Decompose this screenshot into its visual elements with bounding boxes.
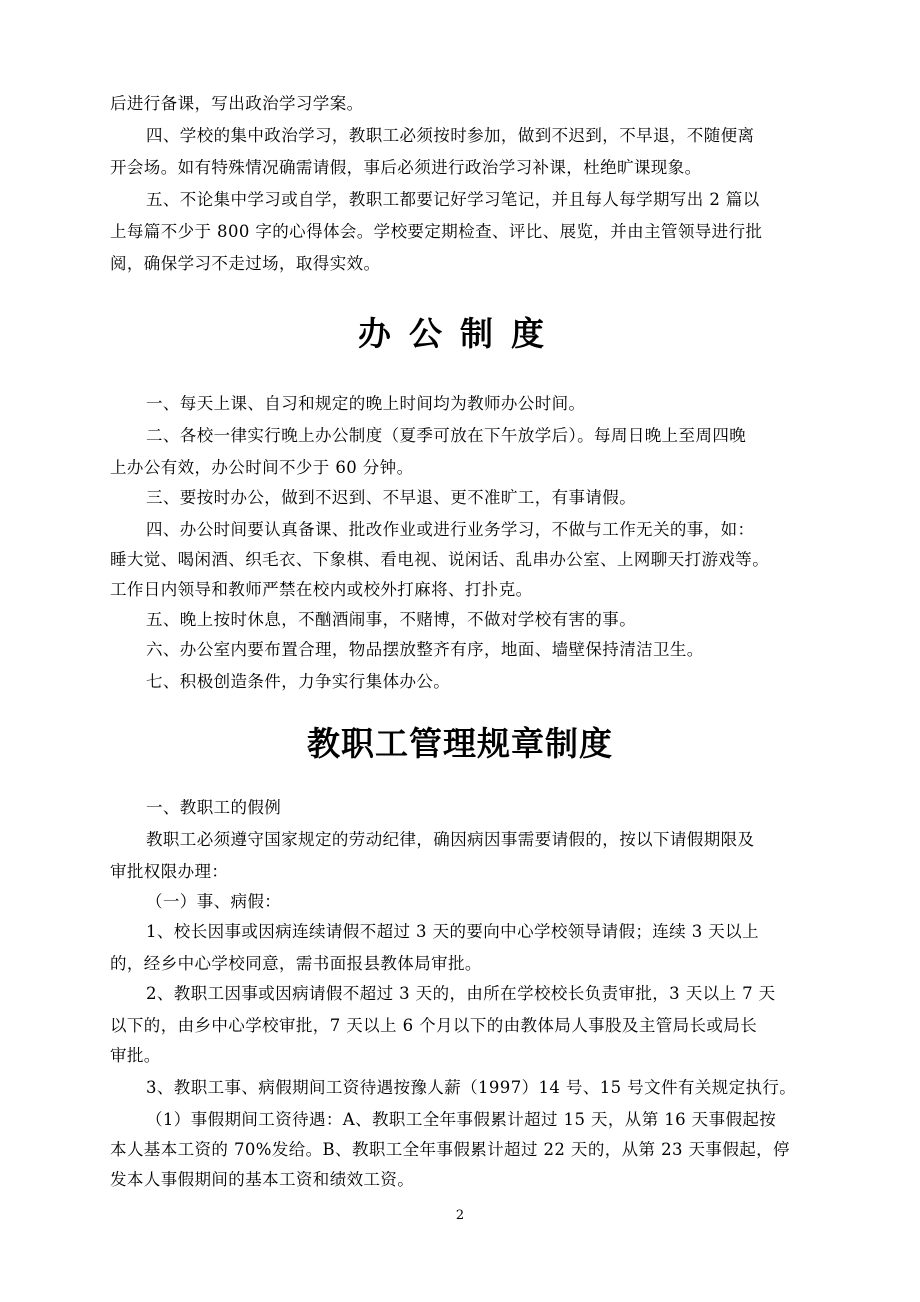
text-line: 发本人事假期间的基本工资和绩效工资。 <box>110 1170 415 1189</box>
text-line: 上每篇不少于 800 字的心得体会。学校要定期检查、评比、展览，并由主管领导进行批 <box>110 222 763 241</box>
text-line: 1、校长因事或因病连续请假不超过 3 天的要向中心学校领导请假；连续 3 天以上 <box>146 922 759 941</box>
text-line: 七、积极创造条件，力争实行集体办公。 <box>146 672 451 691</box>
text-line: 五、晚上按时休息，不酗酒闹事，不赌博，不做对学校有害的事。 <box>146 610 637 629</box>
text-line: 的，经乡中心学校同意，需书面报县教体局审批。 <box>110 954 482 973</box>
text-line: （1）事假期间工资待遇：A、教职工全年事假累计超过 15 天，从第 16 天事假起按 <box>146 1110 777 1129</box>
text-line: 睡大觉、喝闲酒、织毛衣、下象棋、看电视、说闲话、乱串办公室、上网聊天打游戏等。 <box>110 550 770 569</box>
text-line: 教职工必须遵守国家规定的劳动纪律，确因病因事需要请假的，按以下请假期限及 <box>146 830 755 849</box>
text-line: 2、教职工因事或因病请假不超过 3 天的，由所在学校校长负责审批，3 天以上 7 天 <box>146 984 776 1003</box>
text-line: 审批权限办理： <box>110 862 229 881</box>
text-line: 五、不论集中学习或自学，教职工都要记好学习笔记，并且每人每学期写出 2 篇以 <box>146 190 760 209</box>
page-number: 2 <box>455 1208 465 1223</box>
text-line: 阅，确保学习不走过场，取得实效。 <box>110 254 381 273</box>
text-line: 六、办公室内要布置合理，物品摆放整齐有序，地面、墙壁保持清洁卫生。 <box>146 640 704 659</box>
text-line: 审批。 <box>110 1046 161 1065</box>
text-line: 3、教职工事、病假期间工资待遇按豫人薪（1997）14 号、15 号文件有关规定执行。 <box>146 1078 797 1097</box>
text-line: 一、教职工的假例 <box>146 798 282 817</box>
text-line: 开会场。如有特殊情况确需请假，事后必须进行政治学习补课，杜绝旷课现象。 <box>110 158 702 177</box>
text-line: （一）事、病假： <box>146 892 282 911</box>
section-title-office-rules: 办公制度 <box>358 314 562 353</box>
text-line: 四、办公时间要认真备课、批改作业或进行业务学习，不做与工作无关的事，如： <box>146 520 755 539</box>
text-line: 以下的，由乡中心学校审批，7 天以上 6 个月以下的由教体局人事股及主管局长或局长 <box>110 1016 758 1035</box>
text-line: 后进行备课，写出政治学习学案。 <box>110 94 364 113</box>
text-line: 本人基本工资的 70%发给。B、教职工全年事假累计超过 22 天的，从第 23 天事假起，停 <box>110 1140 790 1159</box>
text-line: 一、每天上课、自习和规定的晚上时间均为教师办公时间。 <box>146 394 586 413</box>
text-line: 二、各校一律实行晚上办公制度（夏季可放在下午放学后）。每周日晚上至周四晚 <box>146 426 747 445</box>
text-line: 三、要按时办公，做到不迟到、不早退、更不准旷工，有事请假。 <box>146 488 637 507</box>
text-line: 四、学校的集中政治学习，教职工必须按时参加，做到不迟到，不早退，不随便离 <box>146 126 755 145</box>
section-title-staff-rules: 教职工管理规章制度 <box>307 724 613 763</box>
text-line: 上办公有效，办公时间不少于 60 分钟。 <box>110 458 414 477</box>
text-line: 工作日内领导和教师严禁在校内或校外打麻将、打扑克。 <box>110 580 533 599</box>
